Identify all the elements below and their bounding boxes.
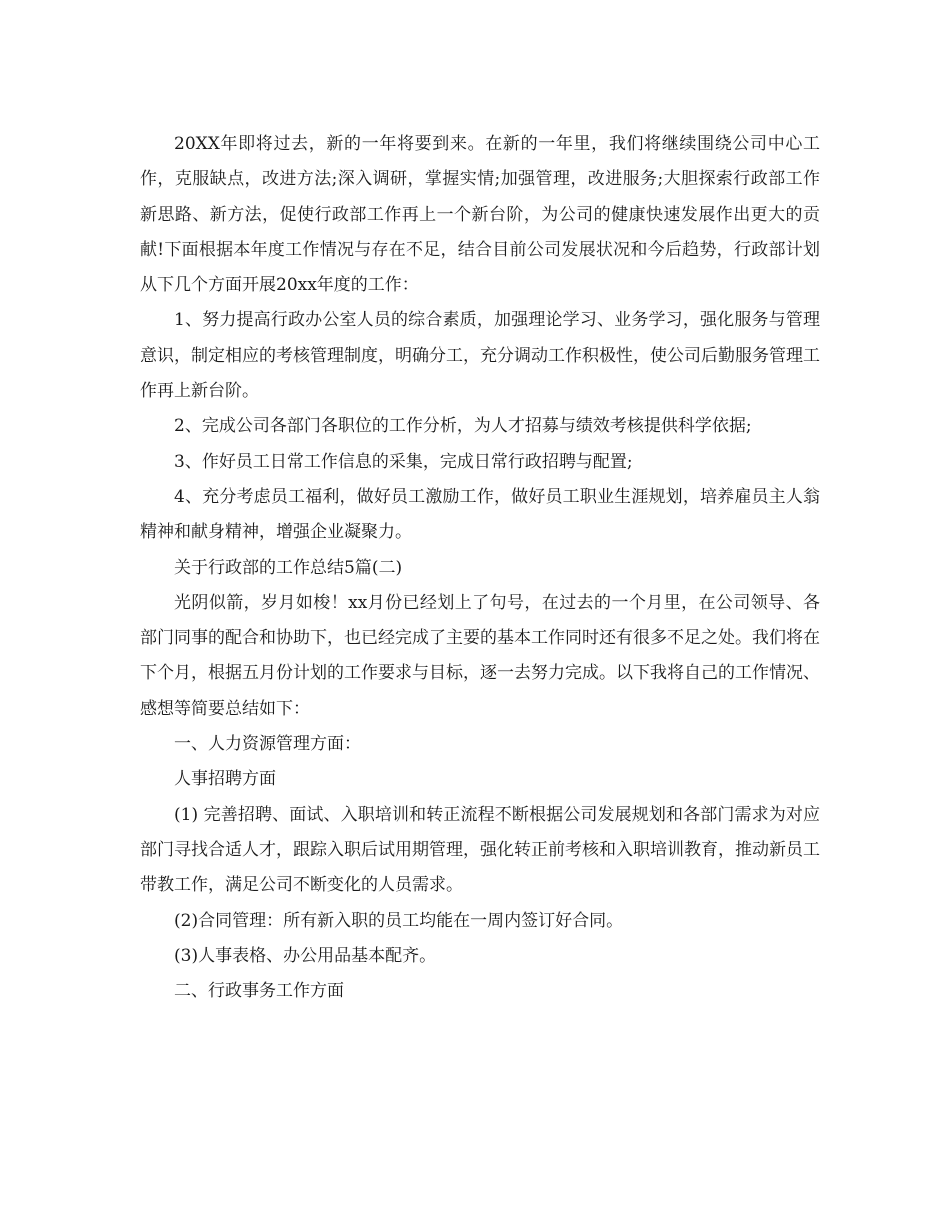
recruitment-item-1: (1) 完善招聘、面试、入职培训和转正流程不断根据公司发展规划和各部门需求为对应部门寻找合适人才，跟踪入职后试用期管理，强化转正前考核和入职培训教育，推动新员工带教工作，满足公司不断变化的人员需求。 xyxy=(140,804,820,896)
subheading-recruitment: 人事招聘方面 xyxy=(174,769,276,790)
list-item-3: 3、作好员工日常工作信息的采集，完成日常行政招聘与配置; xyxy=(174,451,633,472)
heading-admin-affairs: 二、行政事务工作方面 xyxy=(174,981,344,1002)
list-item-1: 1、努力提高行政办公室人员的综合素质，加强理论学习、业务学习，强化服务与管理意识，制定相应的考核管理制度，明确分工，充分调动工作积极性，使公司后勤服务管理工作再上新台阶。 xyxy=(140,310,820,402)
recruitment-item-2: (2)合同管理：所有新入职的员工均能在一周内签订好合同。 xyxy=(174,910,624,931)
intro-paragraph: 20XX年即将过去，新的一年将要到来。在新的一年里，我们将继续围绕公司中心工作，克服缺点，改进方法;深入调研，掌握实情;加强管理，改进服务;大胆探索行政部工作新思路、新方法，促使行政部工作再上一个新台阶，为公司的健康快速发展作出更大的贡献!下面根据本年度工作情况与存在不足，结合目前公司发展状况和今后趋势，行政部计划从下几个方面开展20xx年度的工作： xyxy=(140,134,820,296)
document-body xyxy=(140,127,820,1009)
summary-paragraph: 光阴似箭，岁月如梭！xx月份已经划上了句号，在过去的一个月里，在公司领导、各部门同事的配合和协助下，也已经完成了主要的基本工作同时还有很多不足之处。我们将在下个月，根据五月份计划的工作要求与目标，逐一去努力完成。以下我将自己的工作情况、感想等简要总结如下： xyxy=(140,592,820,719)
list-item-2: 2、完成公司各部门各职位的工作分析，为人才招募与绩效考核提供科学依据; xyxy=(174,416,752,437)
recruitment-item-3: (3)人事表格、办公用品基本配齐。 xyxy=(174,945,437,966)
heading-hr-management: 一、人力资源管理方面： xyxy=(174,734,361,755)
section-title: 关于行政部的工作总结5篇(二) xyxy=(174,557,403,578)
list-item-4: 4、充分考虑员工福利，做好员工激励工作，做好员工职业生涯规划，培养雇员主人翁精神和献身精神，增强企业凝聚力。 xyxy=(140,486,820,543)
